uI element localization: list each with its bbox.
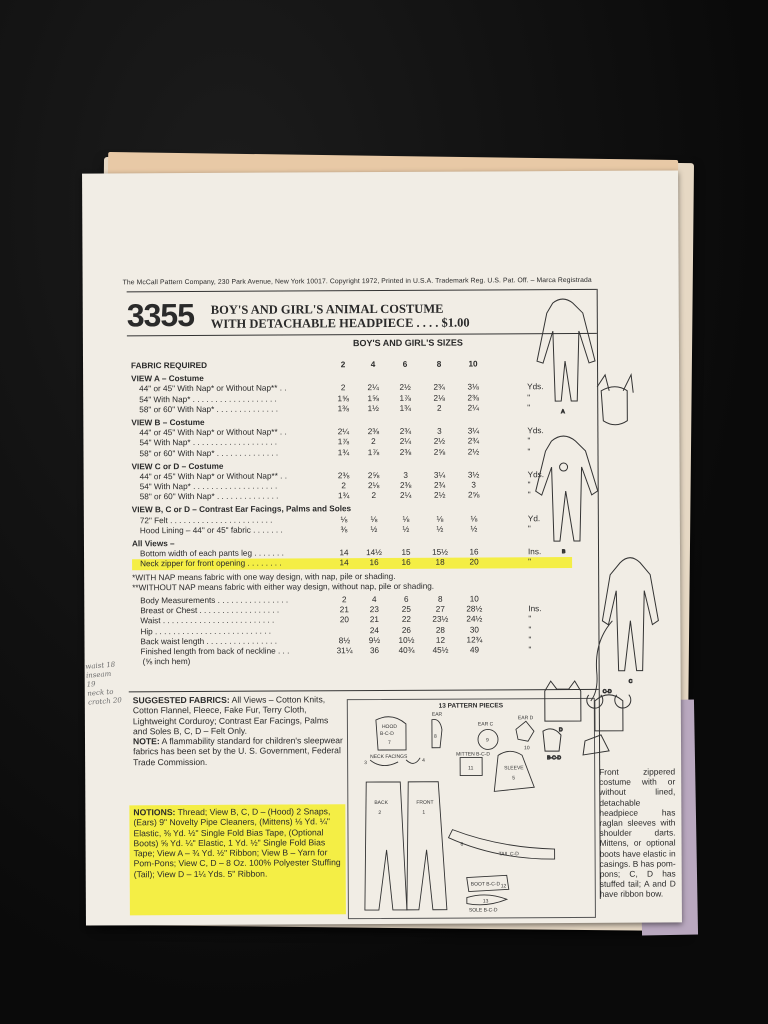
cell-value: 23½ bbox=[432, 614, 449, 625]
cell-value: 6 bbox=[403, 594, 409, 604]
cell-unit: " bbox=[527, 436, 531, 446]
cell-value: 2¼ bbox=[337, 427, 350, 437]
sizes-heading: BOY'S AND GIRL'S SIZES bbox=[352, 337, 463, 349]
section-heading-text: VIEW B – Costume bbox=[131, 417, 205, 428]
cell-value: 2⅛ bbox=[433, 393, 445, 403]
piece-label: TAIL C-D bbox=[498, 851, 519, 858]
row-label: Bottom width of each pants leg . . . . . . . bbox=[140, 548, 284, 559]
view-letter: B-C-D bbox=[547, 755, 562, 762]
piece-label: SOLE B-C-D bbox=[468, 907, 498, 914]
cell-value: 15 bbox=[401, 548, 411, 558]
notions-text: Thread; View B, C, D – (Hood) 2 Snaps, (Ears) 9" Novelty Pipe Cleaners, (Mittens) ⅛ Yd. ¼" Elastic, ⅜ Yd. ½" Single Fold Bias Tape, (Optional Boots) ⅝ Yd. ¼" Elastic, 1 Yd. ½" Single Fold Bias Tape; View A – ¾ Yd. ½" Ribbon; View B – Yarn for Pom-Pons; View C, D – 8 Oz. 100% Polyester Stuffing (Tail); View D – 1¼ Yds. 5" Ribbon. bbox=[133, 806, 341, 880]
row-label: 54" With Nap* . . . . . . . . . . . . . . . . . . . bbox=[139, 481, 278, 492]
cell-value: 2½ bbox=[433, 490, 446, 500]
cell-unit: Yds. bbox=[527, 470, 545, 480]
view-letter: C bbox=[628, 678, 633, 685]
cell-unit: " bbox=[527, 480, 531, 490]
piece-number: 3 bbox=[364, 760, 367, 767]
cell-unit: Yds. bbox=[527, 382, 544, 392]
cell-value: 2⅝ bbox=[367, 470, 380, 480]
view-letter: C-D bbox=[602, 688, 612, 695]
cell-value: 2 bbox=[371, 437, 376, 447]
size-header: 2 bbox=[340, 360, 346, 370]
row-label: 58" or 60" With Nap* . . . . . . . . . . . . . . bbox=[139, 491, 279, 502]
cell-value: 2 bbox=[341, 481, 346, 491]
row-label: 44" or 45" With Nap* or Without Nap** . . bbox=[139, 471, 287, 482]
cell-value: 23 bbox=[369, 605, 379, 615]
size-header: 10 bbox=[468, 359, 478, 369]
row-label: 58" or 60" With Nap* . . . . . . . . . . . . . . bbox=[139, 404, 278, 415]
cell-value: 2¾ bbox=[467, 436, 480, 446]
cell-value: ⅛ bbox=[370, 514, 378, 524]
view-c-sketch bbox=[602, 558, 659, 671]
body-measurements bbox=[132, 594, 572, 657]
cell-value: 31¼ bbox=[336, 646, 353, 656]
cell-value: 21 bbox=[339, 605, 349, 615]
cell-value: ⅛ bbox=[402, 514, 410, 524]
view-b-sketch bbox=[535, 436, 598, 541]
cell-value: 3½ bbox=[467, 470, 480, 480]
cell-value: 1⅞ bbox=[367, 447, 380, 457]
cell-unit: " bbox=[528, 645, 532, 655]
cell-value: 49 bbox=[469, 645, 480, 655]
footnote: *WITH NAP means fabric with one way design, with nap, pile or shading. bbox=[132, 571, 396, 582]
hand-line: waist 18 bbox=[85, 660, 116, 671]
cell-unit: Ins. bbox=[527, 547, 542, 557]
cell-value: 20 bbox=[339, 615, 349, 625]
cell-value: 2⅜ bbox=[399, 480, 412, 490]
cell-value: 1⅞ bbox=[399, 393, 411, 403]
cell-value: 2 bbox=[371, 491, 377, 501]
cell-value: 1¾ bbox=[399, 403, 411, 413]
pattern-title bbox=[211, 302, 470, 331]
row-label: 54" With Nap* . . . . . . . . . . . . . . . . . . . bbox=[139, 394, 277, 404]
cell-value: 2⅝ bbox=[433, 447, 446, 457]
row-label: 44" or 45" With Nap* or Without Nap** . . bbox=[139, 383, 287, 394]
view-c-head-sketch bbox=[587, 695, 631, 731]
cell-value: 10½ bbox=[398, 635, 415, 645]
pattern-number: 3355 bbox=[126, 296, 195, 334]
title-line: WITH DETACHABLE HEADPIECE . . . . $1.00 bbox=[210, 315, 470, 331]
row-label: 44" or 45" With Nap* or Without Nap** . . bbox=[139, 427, 287, 438]
cell-value: 2 bbox=[436, 403, 442, 413]
cell-value: 27 bbox=[435, 604, 445, 614]
cell-value: 1¾ bbox=[338, 491, 350, 501]
cell-value: 2¾ bbox=[399, 426, 412, 437]
size-header: 8 bbox=[436, 359, 442, 369]
cell-value: 2½ bbox=[467, 446, 480, 457]
cell-value: 10 bbox=[469, 594, 479, 604]
row-label: 72" Felt . . . . . . . . . . . . . . . . . . . . . . . bbox=[139, 515, 273, 525]
cell-value: 8 bbox=[437, 594, 443, 604]
view-letter: D bbox=[558, 727, 563, 734]
cell-value: 24½ bbox=[466, 614, 483, 624]
note-label: NOTE: bbox=[132, 736, 160, 747]
cell-unit: " bbox=[527, 392, 531, 402]
piece-label: MITTEN B-C-D bbox=[456, 751, 490, 758]
cell-value: 4 bbox=[371, 594, 377, 604]
row-label: Waist . . . . . . . . . . . . . . . . . . . . . . . . . bbox=[140, 615, 275, 626]
cell-unit: Yds. bbox=[527, 426, 544, 436]
fabric-sections bbox=[131, 372, 572, 570]
row-label: Back waist length . . . . . . . . . . . . . . . . bbox=[140, 636, 278, 646]
row-label: 54" With Nap* . . . . . . . . . . . . . . . . . . . bbox=[139, 437, 278, 448]
cell-value: ⅛ bbox=[470, 514, 478, 524]
cell-value: ½ bbox=[402, 524, 410, 534]
cell-unit: " bbox=[528, 614, 532, 624]
cell-value: 3¼ bbox=[433, 470, 446, 480]
footnote: **WITHOUT NAP means fabric with either way design, without nap, pile or shading. bbox=[132, 581, 435, 593]
piece-number: 4 bbox=[422, 757, 425, 764]
piece-number: 13 bbox=[482, 898, 489, 905]
cell-value: 2 bbox=[340, 383, 346, 393]
piece-label: HOOD bbox=[381, 723, 397, 731]
pattern-envelope bbox=[82, 170, 682, 925]
cell-value: 2¼ bbox=[467, 403, 479, 413]
costume-description: Front zippered costume with or without lined, detachable headpiece has raglan sleeves with shoulder darts. Mittens, or optional boots have elastic in casings. B has pom-pons; C, D has stuffed tail; A and D have ribbon bow. bbox=[599, 766, 676, 900]
hand-line: inseam 19 bbox=[85, 669, 112, 689]
piece-label: B-C-D bbox=[379, 730, 394, 738]
cell-value: 20 bbox=[469, 557, 479, 567]
cell-value: 24 bbox=[369, 625, 379, 635]
cell-value: 45½ bbox=[432, 645, 449, 655]
cell-value: 2½ bbox=[399, 383, 411, 393]
fabric-required-label: FABRIC REQUIRED bbox=[131, 360, 208, 371]
view-letter: B bbox=[562, 549, 566, 556]
cell-unit: Yd. bbox=[527, 513, 541, 523]
pieces-title: 13 PATTERN PIECES bbox=[438, 702, 504, 710]
row-label: Breast or Chest . . . . . . . . . . . . . . . . . . bbox=[140, 605, 280, 616]
cell-value: 2⅛ bbox=[367, 481, 380, 491]
copyright-line: The McCall Pattern Company, 230 Park Avenue, New York 10017. Copyright 1972, Printed in U.S.A. Trademark Reg. U.S. Pat. Off. – Marca Registrada bbox=[122, 276, 592, 287]
table-row bbox=[132, 490, 572, 502]
neck-facing-piece bbox=[406, 758, 420, 764]
piece-number: 11 bbox=[468, 765, 474, 772]
hand-line: crotch 20 bbox=[87, 696, 123, 707]
cell-value: 2¼ bbox=[399, 437, 412, 447]
handwritten-notes bbox=[85, 660, 122, 707]
cell-value: ½ bbox=[370, 524, 378, 534]
piece-number: 9 bbox=[485, 737, 489, 744]
neck-facing-piece bbox=[370, 760, 398, 766]
piece-number: 12 bbox=[500, 883, 507, 890]
cell-value: 14½ bbox=[366, 548, 383, 558]
row-label: 58" or 60" With Nap* . . . . . . . . . . . . . . bbox=[139, 448, 279, 458]
cell-value: 3¼ bbox=[467, 426, 480, 436]
cell-value: ⅜ bbox=[340, 524, 348, 535]
boot-sketch bbox=[583, 735, 609, 755]
cell-value: 3 bbox=[403, 470, 408, 480]
fabric-table bbox=[131, 359, 573, 668]
cell-unit: " bbox=[527, 446, 531, 456]
table-row bbox=[131, 403, 571, 415]
pom-pon-sketch bbox=[560, 463, 568, 471]
piece-number: 8 bbox=[433, 733, 437, 740]
cell-value: 1¾ bbox=[337, 447, 350, 457]
cell-value: 2⅜ bbox=[367, 427, 380, 437]
headpiece-sketch bbox=[597, 375, 633, 425]
cell-value: 2⅜ bbox=[399, 447, 412, 457]
piece-label: BACK bbox=[374, 799, 388, 807]
cell-value: 2⅜ bbox=[337, 471, 350, 481]
cell-value: 26 bbox=[401, 625, 411, 635]
cell-value: 1½ bbox=[367, 403, 379, 413]
cell-value: 16 bbox=[369, 558, 379, 568]
cell-value: 1⅝ bbox=[367, 393, 379, 403]
cell-unit: " bbox=[528, 624, 532, 634]
cell-value: 3 bbox=[471, 480, 476, 490]
cell-value: 36 bbox=[369, 645, 380, 655]
cell-unit: " bbox=[527, 402, 531, 412]
piece-label: FRONT bbox=[416, 799, 434, 806]
cell-value: ⅛ bbox=[436, 514, 444, 524]
cell-value: 3⅛ bbox=[467, 382, 479, 392]
cell-unit: " bbox=[527, 524, 531, 534]
cell-value: 16 bbox=[401, 558, 411, 568]
cell-unit: Ins. bbox=[528, 604, 542, 614]
cell-value: 25 bbox=[401, 604, 411, 615]
cell-value: 1⅝ bbox=[337, 393, 349, 403]
cell-value: 2⅝ bbox=[467, 490, 480, 500]
view-letter: A bbox=[561, 409, 565, 416]
piece-label: EAR bbox=[431, 711, 443, 718]
cell-value: 16 bbox=[469, 547, 479, 557]
cell-value: 14 bbox=[339, 548, 349, 558]
piece-number: 7 bbox=[388, 739, 391, 746]
size-header: 6 bbox=[402, 359, 408, 369]
suggested-heading: SUGGESTED FABRICS: bbox=[132, 694, 230, 706]
cell-value: 28½ bbox=[466, 604, 483, 614]
size-header: 4 bbox=[370, 360, 376, 370]
table-row bbox=[131, 447, 571, 459]
section-heading-text: VIEW A – Costume bbox=[131, 374, 204, 384]
cell-value: 12 bbox=[435, 635, 446, 645]
cell-unit: " bbox=[528, 557, 532, 567]
cell-value: ½ bbox=[470, 524, 478, 534]
view-d-head-sketch bbox=[545, 681, 581, 721]
cell-value: 21 bbox=[369, 615, 379, 625]
row-label: Hip . . . . . . . . . . . . . . . . . . . . . . . . . . bbox=[140, 626, 272, 636]
suggested-text: All Views – Cotton Knits, Cotton Flannel, Fleece, Fake Fur, Terry Cloth, Lightweight Corduroy; Contrast Ear Facings, Palms and Soles B, C, D – Felt Only. bbox=[132, 694, 329, 737]
cell-unit: " bbox=[528, 634, 532, 644]
cell-value: 3 bbox=[437, 426, 442, 436]
table-row bbox=[132, 557, 572, 569]
cell-value: 40¾ bbox=[398, 645, 415, 655]
hem-note: (⅝ inch hem) bbox=[142, 657, 191, 667]
piece-number: 2 bbox=[378, 810, 382, 817]
suggested-fabrics bbox=[133, 694, 345, 767]
section-heading-text: All Views – bbox=[131, 539, 175, 549]
cell-value: 2¼ bbox=[399, 491, 412, 501]
row-label: Hood Lining – 44" or 45" fabric . . . . . . . bbox=[139, 525, 283, 536]
row-label: Body Measurements . . . . . . . . . . . . . . . . bbox=[140, 595, 289, 606]
cell-value: ⅛ bbox=[340, 514, 348, 524]
piece-label: EAR C bbox=[477, 721, 494, 728]
cell-value: 2⅜ bbox=[467, 393, 479, 403]
section-heading-text: VIEW C or D – Costume bbox=[131, 461, 224, 471]
cell-value: 2¼ bbox=[367, 383, 379, 393]
cell-value: 18 bbox=[435, 558, 445, 568]
cell-value: 28 bbox=[435, 625, 445, 635]
row-label: Finished length from back of neckline . . . bbox=[140, 646, 290, 657]
piece-number: 6 bbox=[460, 841, 464, 848]
cell-value: 2 bbox=[341, 595, 347, 605]
piece-label: EAR D bbox=[517, 715, 534, 722]
cell-value: 1⅜ bbox=[337, 403, 349, 413]
piece-label: SLEEVE bbox=[504, 765, 524, 772]
piece-number: 10 bbox=[524, 745, 530, 752]
cell-value: 15½ bbox=[432, 547, 449, 557]
notions-label: NOTIONS: bbox=[133, 807, 176, 818]
cell-value: 14 bbox=[339, 558, 349, 568]
hand-line: neck to bbox=[87, 687, 114, 698]
piece-number: 5 bbox=[512, 775, 516, 782]
piece-label: NECK FACINGS bbox=[370, 753, 408, 761]
notions-box bbox=[129, 804, 346, 915]
cell-value: 9½ bbox=[368, 635, 381, 645]
view-sketches bbox=[523, 291, 665, 762]
table-row bbox=[132, 524, 572, 536]
piece-number: 1 bbox=[422, 809, 426, 816]
cell-value: 8½ bbox=[338, 635, 351, 645]
note-text: A flammability standard for children's sleepwear fabrics has been set by the U. S. Government, Federal Trade Commission. bbox=[133, 735, 343, 768]
title-line: BOY'S AND GIRL'S ANIMAL COSTUME bbox=[210, 301, 444, 317]
view-a-sketch bbox=[537, 299, 596, 401]
cell-value: 12¾ bbox=[466, 635, 483, 645]
cell-value: 2¾ bbox=[433, 480, 446, 490]
section-heading-text: VIEW B, C or D – Contrast Ear Facings, Palms and Soles bbox=[131, 504, 352, 515]
cell-value: 2¾ bbox=[433, 383, 445, 393]
piece-label: BOOT B-C-D bbox=[470, 881, 501, 888]
cell-value: 30 bbox=[469, 624, 479, 635]
cell-value: 22 bbox=[401, 615, 411, 625]
cell-value: 1⅞ bbox=[337, 437, 350, 447]
cell-value: 2½ bbox=[433, 436, 446, 447]
row-label: Neck zipper for front opening . . . . . . . . bbox=[140, 558, 282, 569]
cell-value: ½ bbox=[436, 524, 444, 534]
table-header-row bbox=[131, 359, 571, 371]
cell-unit: " bbox=[527, 490, 531, 500]
